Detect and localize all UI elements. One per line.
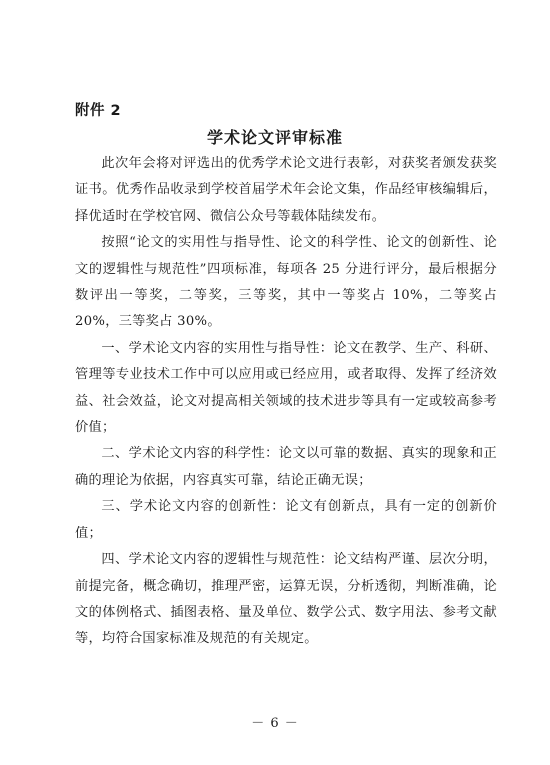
paragraph-criterion-innovation: 三、学术论文内容的创新性：论文有创新点，具有一定的创新价值； [75,499,497,541]
paragraph-scoring: 按照“论文的实用性与指导性、论文的科学性、论文的创新性、论文的逻辑性与规范性”四项标准，每项各 25 分进行评分，最后根据分数评出一等奖，二等奖，三等奖，其中一等奖占 10%，二等奖占 20%，三等奖占 30%。 [75,235,497,330]
attachment-label: 附件 2 [75,103,122,119]
paragraph-criterion-practicality: 一、学术论文内容的实用性与指导性：论文在教学、生产、科研、管理等专业技术工作中可以应用或已经应用，或者取得、发挥了经济效益、社会效益，论文对提高相关领域的技术进步等具有一定或较高参考价值； [75,340,497,436]
page-number: － 6 － [251,716,299,731]
paragraph-intro: 此次年会将对评选出的优秀学术论文进行表彰，对获奖者颁发获奖证书。优秀作品收录到学校首届学术年会论文集，作品经审核编辑后，择优适时在学校官网、微信公众号等载体陆续发布。 [75,156,497,224]
document-title: 学术论文评审标准 [206,128,343,147]
paragraph-criterion-scientific: 二、学术论文内容的科学性：论文以可靠的数据、真实的现象和正确的理论为依据，内容真实可靠，结论正确无误； [75,446,497,488]
document-body [75,151,497,653]
paragraph-criterion-logic: 四、学术论文内容的逻辑性与规范性：论文结构严谨、层次分明，前提完备，概念确切，推理严密，运算无误，分析透彻，判断准确，论文的体例格式、插图表格、量及单位、数学公式、数字用法、参考文献等，均符合国家标准及规范的有关规定。 [75,552,497,647]
